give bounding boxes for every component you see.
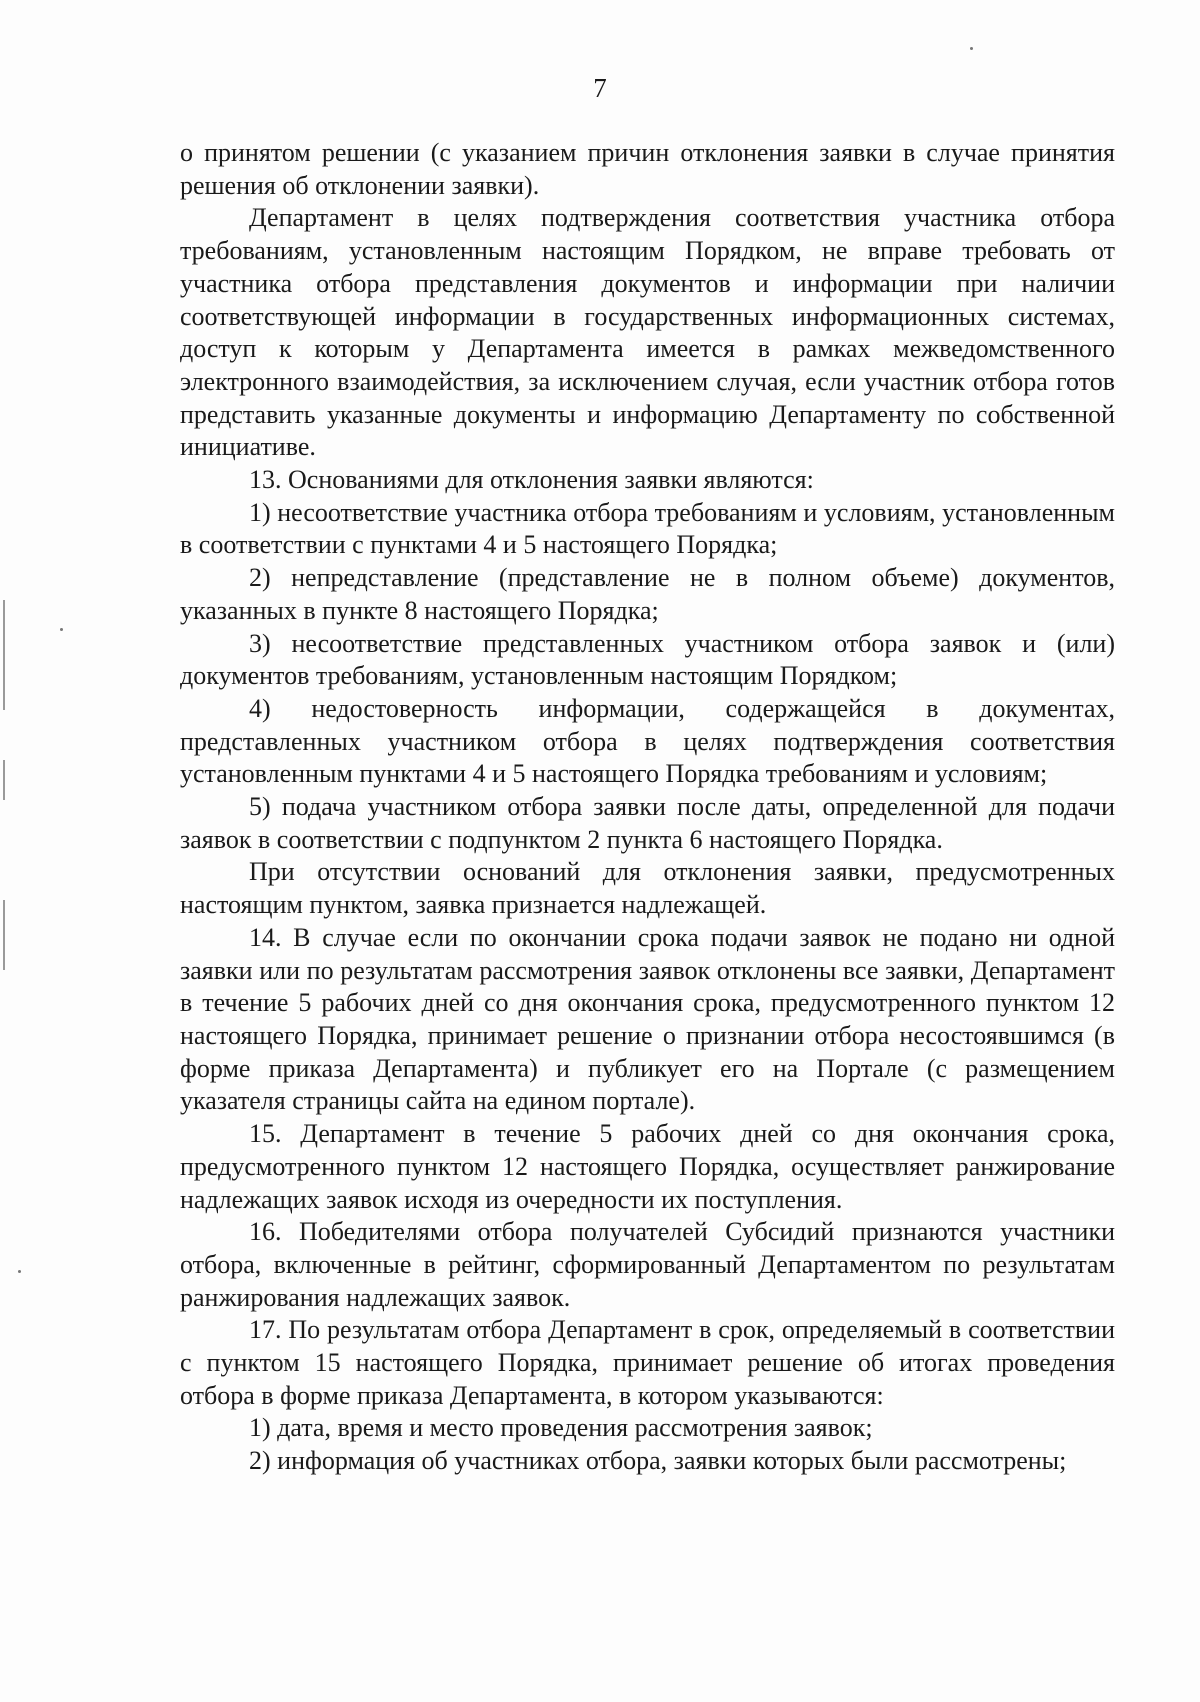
scan-edge-mark (3, 900, 5, 970)
paragraph: 5) подача участником отбора заявки после даты, определенной для подачи заявок в соответствии с подпунктом 2 пункта 6 настоящего Порядка. (180, 792, 1115, 854)
paragraph: При отсутствии оснований для отклонения заявки, предусмотренных настоящим пунктом, заявка признается надлежащей. (180, 857, 1115, 920)
scan-speck (970, 47, 973, 50)
scan-edge-mark (3, 600, 5, 710)
paragraph: 3) несоответствие представленных участником отбора заявок и (или) документов требованиям, установленным настоящим Порядком; (180, 628, 1115, 691)
paragraph: Департамент в целях подтверждения соответствия участника отбора требованиям, установленным настоящим Порядком, не вправе требовать от участника отбора представления документов и информации при наличии соответствующей информации в государственных информационных системах, доступ к которым у Департамента имеется в рамках межведомственного электронного взаимодействия, за исключением случая, если участник отбора готов представить указанные документы и информацию Департаменту по собственной инициативе. (180, 203, 1115, 462)
scan-speck (60, 628, 63, 631)
paragraph: 1) дата, время и место проведения рассмотрения заявок; (249, 1413, 873, 1443)
paragraph: 13. Основаниями для отклонения заявки являются: (249, 465, 814, 495)
paragraph: 1) несоответствие участника отбора требованиям и условиям, установленным в соответствии с пунктами 4 и 5 настоящего Порядка; (180, 497, 1115, 560)
document-body (180, 137, 1115, 1478)
paragraph: о принятом решении (с указанием причин отклонения заявки в случае принятия решения об отклонении заявки). (180, 138, 1115, 200)
paragraph: 2) непредставление (представление не в полном объеме) документов, указанных в пункте 8 настоящего Порядка; (180, 563, 1115, 625)
paragraph: 16. Победителями отбора получателей Субсидий признаются участники отбора, включенные в рейтинг, сформированный Департаментом по результатам ранжирования надлежащих заявок. (180, 1217, 1115, 1312)
scan-edge-mark (3, 760, 5, 800)
paragraph: 15. Департамент в течение 5 рабочих дней со дня окончания срока, предусмотренного пунктом 12 настоящего Порядка, осуществляет ранжирование надлежащих заявок исходя из очередности их поступления. (180, 1119, 1115, 1214)
paragraph: 2) информация об участниках отбора, заявки которых были рассмотрены; (249, 1446, 1067, 1476)
scan-speck (18, 1270, 21, 1273)
paragraph: 4) недостоверность информации, содержащейся в документах, представленных участником отбора в целях подтверждения соответствия установленным пунктами 4 и 5 настоящего Порядка требованиям и условиям; (180, 693, 1115, 789)
paragraph: 17. По результатам отбора Департамент в срок, определяемый в соответствии с пунктом 15 настоящего Порядка, принимает решение об итогах проведения отбора в форме приказа Департамента, в котором указываются: (180, 1315, 1115, 1410)
paragraph: 14. В случае если по окончании срока подачи заявок не подано ни одной заявки или по результатам рассмотрения заявок отклонены все заявки, Департамент в течение 5 рабочих дней со дня окончания срока, предусмотренного пунктом 12 настоящего Порядка, принимает решение о признании отбора несостоявшимся (в форме приказа Департамента) и публикует его на Портале (с размещением указателя страницы сайта на едином портале). (180, 922, 1115, 1116)
page-number: 7 (593, 73, 607, 103)
